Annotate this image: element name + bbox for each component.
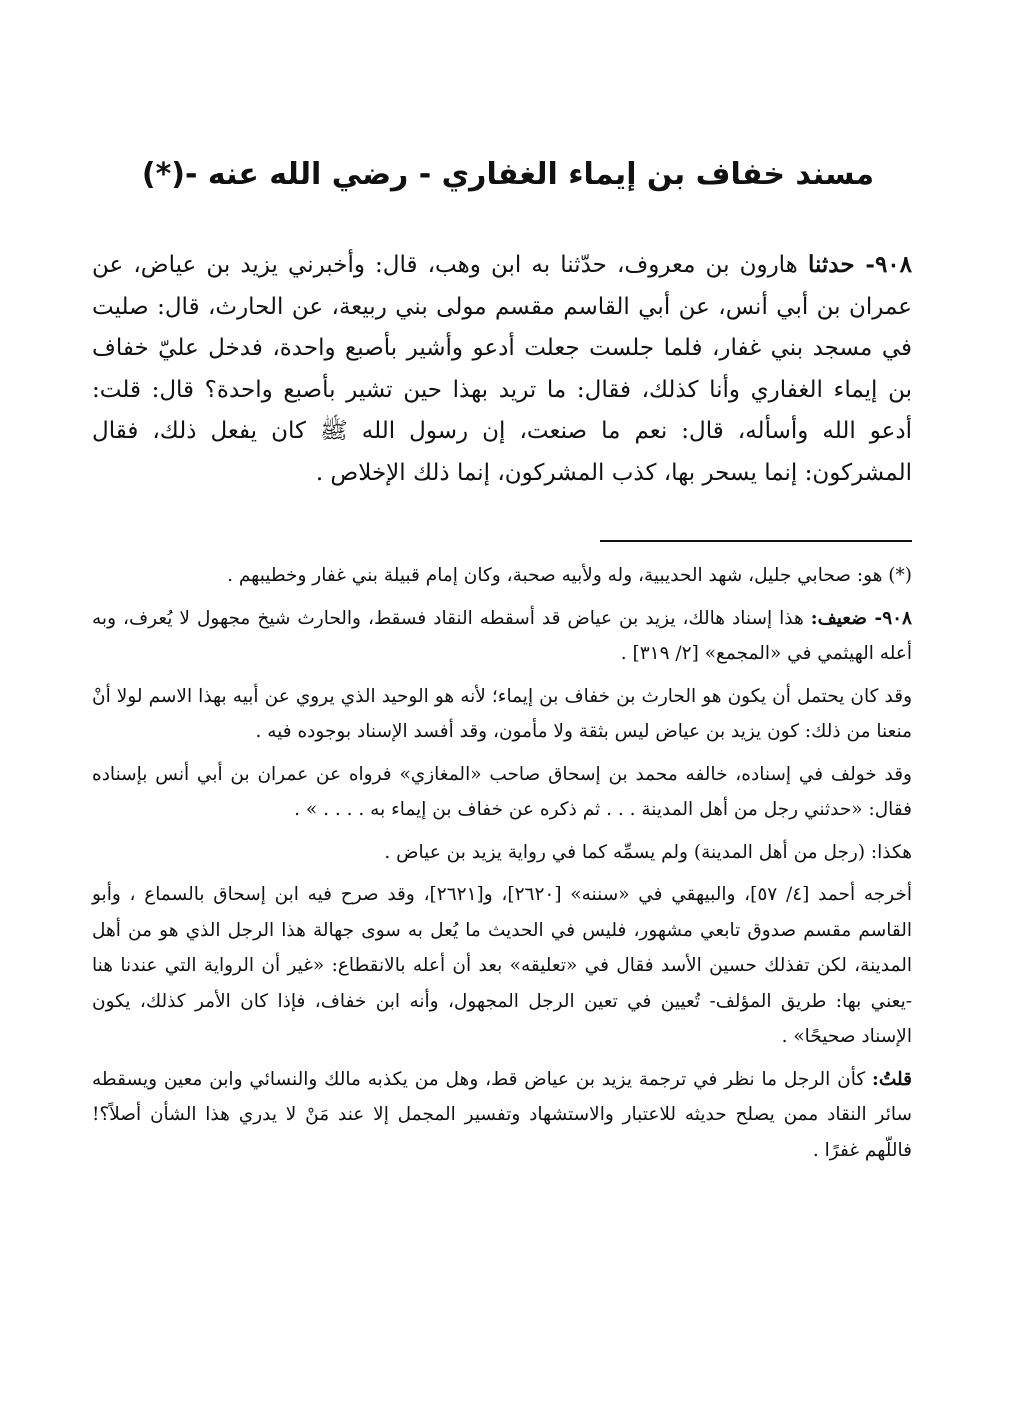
footnote-divider (600, 540, 912, 542)
footnote-star: (*) هو: صحابي جليل، شهد الحديبية، وله ولأبيه صحبة، وكان إمام قبيلة بني غفار وخطيبهم . (227, 565, 912, 586)
footnote-para-3: هكذا: (رجل من أهل المدينة) ولم يسمِّه كما في رواية يزيد بن عياض . (384, 841, 912, 863)
footnote-para-5-text: كأن الرجل ما نظر في ترجمة يزيد بن عياض قط، وهل من يكذبه مالك والنسائي وابن معين ويسقطه سائر النقاد ممن يصلح حديثه للاعتبار والاستشهاد وتفسير المجمل إلا عند مَنْ لا يدري هذا الشأن أصلاً؟! فاللّهم غفرًا . (92, 1068, 912, 1161)
footnote-para-4: أخرجه أحمد [٤/ ٥٧]، والبيهقي في «سننه» [٢٦٢٠]، و[٢٦٢١]، وقد صرح فيه ابن إسحاق بالسماع ، وأبو القاسم مقسم صدوق تابعي مشهور، فليس في الحديث ما يُعل به سوى جهالة هذا الرجل الذي هو من أهل المدينة، لكن تفذلك حسين الأسد فقال في «تعليقه» بعد أن أعله بالانقطاع: «غير أن الرواية التي عندنا هنا -يعني بها: طريق المؤلف- تُعيين في تعين الرجل المجهول، وأنه ابن خفاف، فإذا كان الأمر كذلك، يكون الإسناد صحيحًا» . (92, 884, 912, 1047)
footnote-para-5-lead: قلتُ: (872, 1068, 912, 1090)
footnotes (92, 558, 912, 1175)
hadith-text: هارون بن معروف، حدّثنا به ابن وهب، قال: وأخبرني يزيد بن عياض، عن عمران بن أبي أنس، عن أبي القاسم مقسم مولى بني ربيعة، عن الحارث، قال: صليت في مسجد بني غفار، فلما جلست جعلت أدعو وأشير بأصبع واحدة، فدخل عليّ خفاف بن إيماء الغفاري وأنا كذلك، فقال: ما تريد بهذا حين تشير بأصبع واحدة؟ قال: قلت: أدعو الله وأسأله، قال: نعم ما صنعت، إن رسول الله ﷺ كان يفعل ذلك، فقال المشركون: إنما يسحر بها، كذب المشركون، إنما ذلك الإخلاص . (92, 252, 912, 486)
footnote-908 (92, 601, 912, 672)
footnote-para-2: وقد خولف في إسناده، خالفه محمد بن إسحاق صاحب «المغازي» فرواه عن عمران بن أبي أنس بإسناده فقال: «حدثني رجل من أهل المدينة . . . ثم ذكره عن خفاف بن إيماء به . . . . » . (92, 763, 912, 820)
hadith-908 (92, 244, 912, 494)
hadith-number: ٩٠٨- حدثنا (807, 251, 912, 278)
footnote-908-lead: ٩٠٨- ضعيف: (810, 607, 912, 629)
footnote-para-5 (92, 1062, 912, 1169)
footnote-908-text: هذا إسناد هالك، يزيد بن عياض قد أسقطه النقاد فسقط، والحارث شيخ مجهول لا يُعرف، وبه أعله الهيثمي في «المجمع» [٢/ ٣١٩] . (92, 607, 912, 664)
footnote-para-1: وقد كان يحتمل أن يكون هو الحارث بن خفاف بن إيماء؛ لأنه هو الوحيد الذي يروي عن أبيه بهذا الاسم لولا أنْ منعنا من ذلك: كون يزيد بن عياض ليس بثقة ولا مأمون، وقد أفسد الإسناد بوجوده فيه . (92, 685, 912, 742)
page-title: مسند خفاف بن إيماء الغفاري - رضي الله عنه -(*) (141, 157, 875, 192)
